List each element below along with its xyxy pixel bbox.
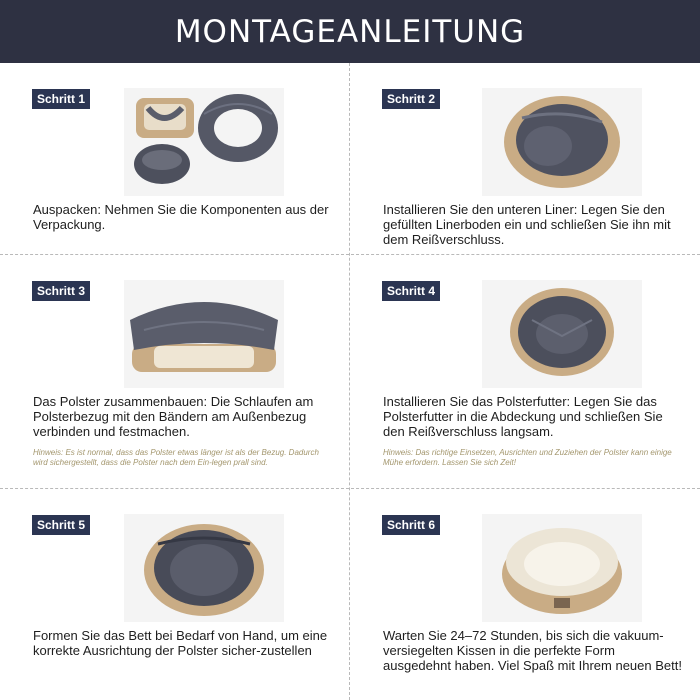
step-5-card [0,489,349,700]
step-4-card [350,255,699,488]
step-note: Hinweis: Es ist normal, dass das Polster etwas länger ist als der Bezug. Dadurch wird sichergestellt, dass die Polster nach dem Ein-legen prall sind. [33,448,319,467]
step-badge: Schritt 5 [32,515,90,535]
step-1-photo [124,88,284,196]
step-3-card [0,255,349,488]
step-5-photo [124,514,284,622]
step-badge: Schritt 4 [382,281,440,301]
step-4-photo [482,280,642,388]
step-note: Hinweis: Das richtige Einsetzen, Ausrichten und Zuziehen der Polster kann einige Mühe erfordern. Lassen Sie sich Zeit! [383,448,672,467]
step-2-photo [482,88,642,196]
step-badge: Schritt 1 [32,89,90,109]
step-description: Installieren Sie den unteren Liner: Legen Sie den gefüllten Linerboden ein und schließen Sie ihn mit dem Reißverschluss. [383,202,671,247]
step-description: Das Polster zusammenbauen: Die Schlaufen am Polsterbezug mit den Bändern am Außenbezug verbinden und festmachen. [33,394,314,439]
step-description: Warten Sie 24–72 Stunden, bis sich die vakuum-versiegelten Kissen in die perfekte Form ausgedehnt haben. Viel Spaß mit Ihrem neuen Bett! [383,628,682,673]
step-description: Auspacken: Nehmen Sie die Komponenten aus der Verpackung. [33,202,329,232]
step-badge: Schritt 2 [382,89,440,109]
step-3-photo [124,280,284,388]
step-description: Formen Sie das Bett bei Bedarf von Hand, um eine korrekte Ausrichtung der Polster sicher-zustellen [33,628,328,658]
step-2-card [350,63,699,254]
step-6-card [350,489,699,700]
step-1-card [0,63,349,254]
page-title: MONTAGEANLEITUNG [174,13,526,50]
step-badge: Schritt 3 [32,281,90,301]
step-6-photo [482,514,642,622]
step-badge: Schritt 6 [382,515,440,535]
step-description: Installieren Sie das Polsterfutter: Legen Sie das Polsterfutter in die Abdeckung und schließen Sie den Reißverschluss langsam. [383,394,663,439]
page-header [0,0,700,63]
